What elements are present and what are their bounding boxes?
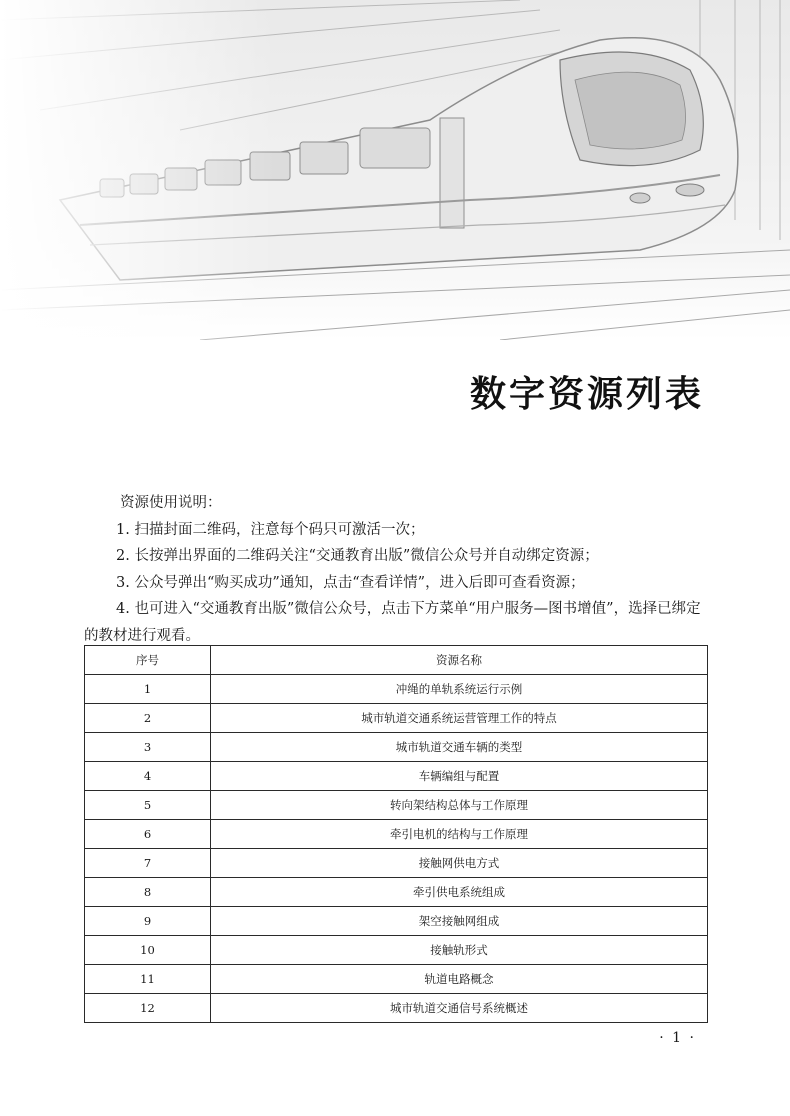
row-index: 3 [85, 733, 211, 762]
row-resource-name: 牵引电机的结构与工作原理 [211, 820, 708, 849]
row-resource-name: 轨道电路概念 [211, 965, 708, 994]
instruction-item: 3. 公众号弹出“购买成功”通知，点击“查看详情”，进入后即可查看资源； [116, 574, 585, 591]
table-row [85, 878, 708, 907]
table-row [85, 849, 708, 878]
page-number: · 1 · [659, 1030, 696, 1046]
row-index: 12 [85, 994, 211, 1023]
header-resource-name: 资源名称 [211, 646, 708, 675]
page-title: 数字资源列表 [469, 374, 704, 415]
row-resource-name: 接触网供电方式 [211, 849, 708, 878]
row-index: 11 [85, 965, 211, 994]
table-row [85, 675, 708, 704]
usage-instructions [84, 490, 708, 649]
resource-table [84, 645, 708, 1023]
row-resource-name: 城市轨道交通信号系统概述 [211, 994, 708, 1023]
row-index: 5 [85, 791, 211, 820]
table-row [85, 704, 708, 733]
table-row [85, 733, 708, 762]
row-resource-name: 冲绳的单轨系统运行示例 [211, 675, 708, 704]
row-resource-name: 架空接触网组成 [211, 907, 708, 936]
row-index: 10 [85, 936, 211, 965]
row-resource-name: 车辆编组与配置 [211, 762, 708, 791]
row-index: 2 [85, 704, 211, 733]
row-resource-name: 城市轨道交通车辆的类型 [211, 733, 708, 762]
row-index: 6 [85, 820, 211, 849]
row-resource-name: 转向架结构总体与工作原理 [211, 791, 708, 820]
row-index: 4 [85, 762, 211, 791]
instructions-heading: 资源使用说明： [120, 495, 222, 511]
table-row [85, 907, 708, 936]
table-row [85, 965, 708, 994]
train-illustration [0, 0, 790, 340]
row-index: 9 [85, 907, 211, 936]
instruction-item: 4. 也可进入“交通教育出版”微信公众号，点击下方菜单“用户服务—图书增值”，选择已绑定的教材进行观看。 [84, 601, 701, 644]
row-resource-name: 城市轨道交通系统运营管理工作的特点 [211, 704, 708, 733]
table-row [85, 791, 708, 820]
table-row [85, 936, 708, 965]
row-resource-name: 接触轨形式 [211, 936, 708, 965]
instruction-item: 2. 长按弹出界面的二维码关注“交通教育出版”微信公众号并自动绑定资源； [116, 548, 599, 564]
table-row [85, 762, 708, 791]
table-row [85, 820, 708, 849]
row-index: 8 [85, 878, 211, 907]
table-header-row [85, 646, 708, 675]
row-resource-name: 牵引供电系统组成 [211, 878, 708, 907]
row-index: 7 [85, 849, 211, 878]
table-row [85, 994, 708, 1023]
row-index: 1 [85, 675, 211, 704]
instruction-item: 1. 扫描封面二维码，注意每个码只可激活一次； [116, 521, 425, 538]
header-index: 序号 [85, 646, 211, 675]
